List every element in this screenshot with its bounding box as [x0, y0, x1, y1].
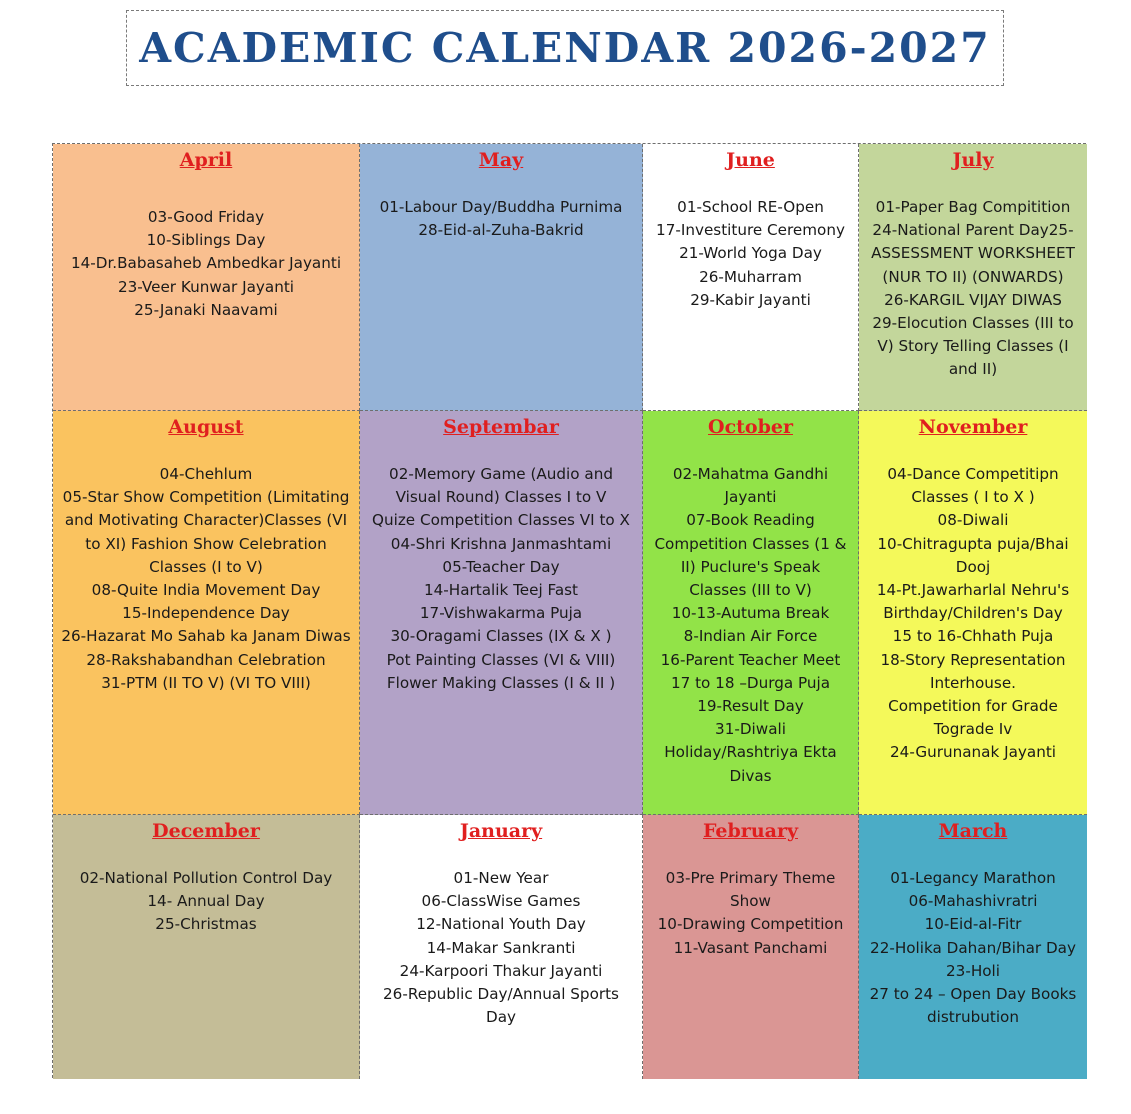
event-item: 14- Annual Day	[147, 892, 265, 911]
month-heading: November	[918, 416, 1028, 438]
event-item: 26-Hazarat Mo Sahab ka Janam Diwas	[61, 627, 351, 646]
title-box	[126, 10, 1004, 86]
event-item: 24-National Parent Day25-ASSESSMENT WORKSHEET (NUR TO II) (ONWARDS)	[871, 221, 1075, 286]
month-cell-december	[53, 815, 360, 1079]
event-item: 02-Mahatma Gandhi Jayanti	[672, 465, 829, 507]
event-item: 28-Eid-al-Zuha-Bakrid	[418, 221, 584, 240]
event-item: 02-Memory Game (Audio and Visual Round) Classes I to V	[389, 465, 613, 507]
event-list	[867, 463, 1079, 765]
event-item: 26-Muharram	[699, 267, 802, 286]
event-item: 26-KARGIL VIJAY DIWAS	[884, 290, 1062, 309]
event-item: 05-Star Show Competition (Limitating and Motivating Character)Classes (VI to XI) Fashion Show Celebration Classes (I to V)	[62, 488, 350, 576]
event-item: 29-Kabir Jayanti	[690, 290, 811, 309]
event-item: 08-Quite India Movement Day	[91, 581, 321, 600]
event-item: 06-Mahashivratri	[908, 892, 1038, 911]
event-item: 17 to 18 –Durga Puja	[670, 673, 831, 692]
month-cell-march	[859, 815, 1087, 1079]
event-item: 24-Gurunanak Jayanti	[890, 743, 1056, 762]
event-item: 10-Siblings Day	[146, 231, 266, 250]
event-item: 04-Chehlum	[159, 465, 253, 483]
event-item: 27 to 24 – Open Day Books distrubution	[869, 985, 1077, 1027]
event-item: 10-Drawing Competition	[657, 915, 844, 934]
event-item: 25-Christmas	[155, 915, 257, 934]
event-item: 10-13-Autuma Break	[671, 604, 830, 623]
event-item: 04-Shri Krishna Janmashtami	[390, 534, 612, 553]
event-list	[867, 867, 1079, 1029]
event-item: 14-Makar Sankranti	[426, 938, 576, 957]
event-item: 22-Holika Dahan/Bihar Day	[870, 938, 1076, 957]
event-item: 01-Labour Day/Buddha Purnima	[379, 198, 623, 216]
month-heading: December	[152, 820, 260, 842]
event-list	[867, 196, 1079, 382]
event-item: Quize Competition Classes VI to X	[372, 511, 630, 530]
event-list	[61, 463, 351, 695]
event-item: 30-Oragami Classes (IX & X )	[390, 627, 612, 646]
calendar-grid	[52, 143, 1086, 1078]
event-item: 23-Veer Kunwar Jayanti	[117, 277, 295, 296]
event-item: 29-Elocution Classes (III to V) Story Telling Classes (I and II)	[872, 314, 1074, 379]
event-item: 05-Teacher Day	[442, 557, 560, 576]
month-heading: June	[726, 149, 775, 171]
event-item: 18-Story Representation Interhouse.	[880, 650, 1066, 692]
event-item: Pot Painting Classes (VI & VIII)	[386, 650, 616, 669]
event-item: 01-Paper Bag Compitition	[875, 198, 1071, 216]
month-cell-june	[643, 144, 859, 411]
month-heading: February	[702, 820, 798, 842]
event-item: 06-ClassWise Games	[421, 892, 581, 911]
event-list	[61, 867, 351, 937]
month-heading: October	[708, 416, 793, 438]
event-item: 25-Janaki Naavami	[134, 300, 278, 319]
event-item: 02-National Pollution Control Day	[79, 869, 333, 887]
month-cell-january	[360, 815, 643, 1079]
event-list	[368, 867, 634, 1029]
event-list	[368, 196, 634, 242]
month-cell-septembar	[360, 411, 643, 815]
event-list	[368, 463, 634, 695]
event-item: 19-Result Day	[697, 697, 804, 716]
event-item: 28-Rakshabandhan Celebration	[86, 650, 326, 669]
month-cell-october	[643, 411, 859, 815]
event-item: 03-Good Friday	[147, 208, 265, 226]
month-heading: Septembar	[443, 416, 559, 438]
event-item: 01-School RE-Open	[677, 198, 824, 216]
month-heading: May	[478, 149, 524, 171]
month-cell-july	[859, 144, 1087, 411]
event-item: 21-World Yoga Day	[679, 244, 822, 263]
month-heading: July	[952, 149, 994, 171]
event-item: Flower Making Classes (I & II )	[386, 673, 616, 692]
event-list	[651, 196, 850, 312]
event-item: 17-Vishwakarma Puja	[419, 604, 583, 623]
event-item: 23-Holi	[946, 961, 1000, 980]
month-heading: April	[179, 149, 233, 171]
event-item: 10-Eid-al-Fitr	[924, 915, 1022, 934]
event-item: 01-New Year	[453, 869, 549, 887]
event-item: 31-Diwali Holiday/Rashtriya Ekta Divas	[664, 720, 837, 785]
event-item: 14-Pt.Jawarharlal Nehru's Birthday/Children's Day	[876, 581, 1070, 623]
event-item: 17-Investiture Ceremony	[656, 221, 845, 240]
month-heading: January	[459, 820, 543, 842]
event-item: 12-National Youth Day	[416, 915, 586, 934]
month-cell-april	[53, 144, 360, 411]
event-list	[651, 867, 850, 960]
event-item: 03-Pre Primary Theme Show	[665, 869, 836, 911]
month-cell-november	[859, 411, 1087, 815]
event-item: 24-Karpoori Thakur Jayanti	[399, 961, 603, 980]
event-item: 8-Indian Air Force	[683, 627, 818, 646]
event-item: 16-Parent Teacher Meet	[660, 650, 841, 669]
event-item: 14-Dr.Babasaheb Ambedkar Jayanti	[70, 254, 342, 273]
month-heading: March	[938, 820, 1008, 842]
event-item: Competition for Grade Tograde Iv	[888, 697, 1058, 739]
event-item: 01-Legancy Marathon	[890, 869, 1056, 887]
month-cell-may	[360, 144, 643, 411]
event-item: 08-Diwali	[937, 511, 1009, 530]
event-item: 26-Republic Day/Annual Sports Day	[383, 985, 619, 1027]
event-item: 15-Independence Day	[122, 604, 290, 623]
event-item: 15 to 16-Chhath Puja	[892, 627, 1054, 646]
event-item: 04-Dance Competitipn Classes ( I to X )	[887, 465, 1059, 507]
page-title: ACADEMIC CALENDAR 2026-2027	[139, 24, 991, 72]
event-item: 07-Book Reading Competition Classes (1 & II) Puclure's Speak Classes (III to V)	[654, 511, 847, 600]
event-item: 10-Chitragupta puja/Bhai Dooj	[877, 534, 1069, 576]
month-cell-august	[53, 411, 360, 815]
month-cell-february	[643, 815, 859, 1079]
event-item: 31-PTM (II TO V) (VI TO VIII)	[101, 673, 311, 692]
month-heading: August	[168, 416, 244, 438]
event-list	[61, 206, 351, 322]
event-item: 14-Hartalik Teej Fast	[423, 581, 579, 600]
event-list	[651, 463, 850, 788]
event-item: 11-Vasant Panchami	[673, 938, 828, 957]
